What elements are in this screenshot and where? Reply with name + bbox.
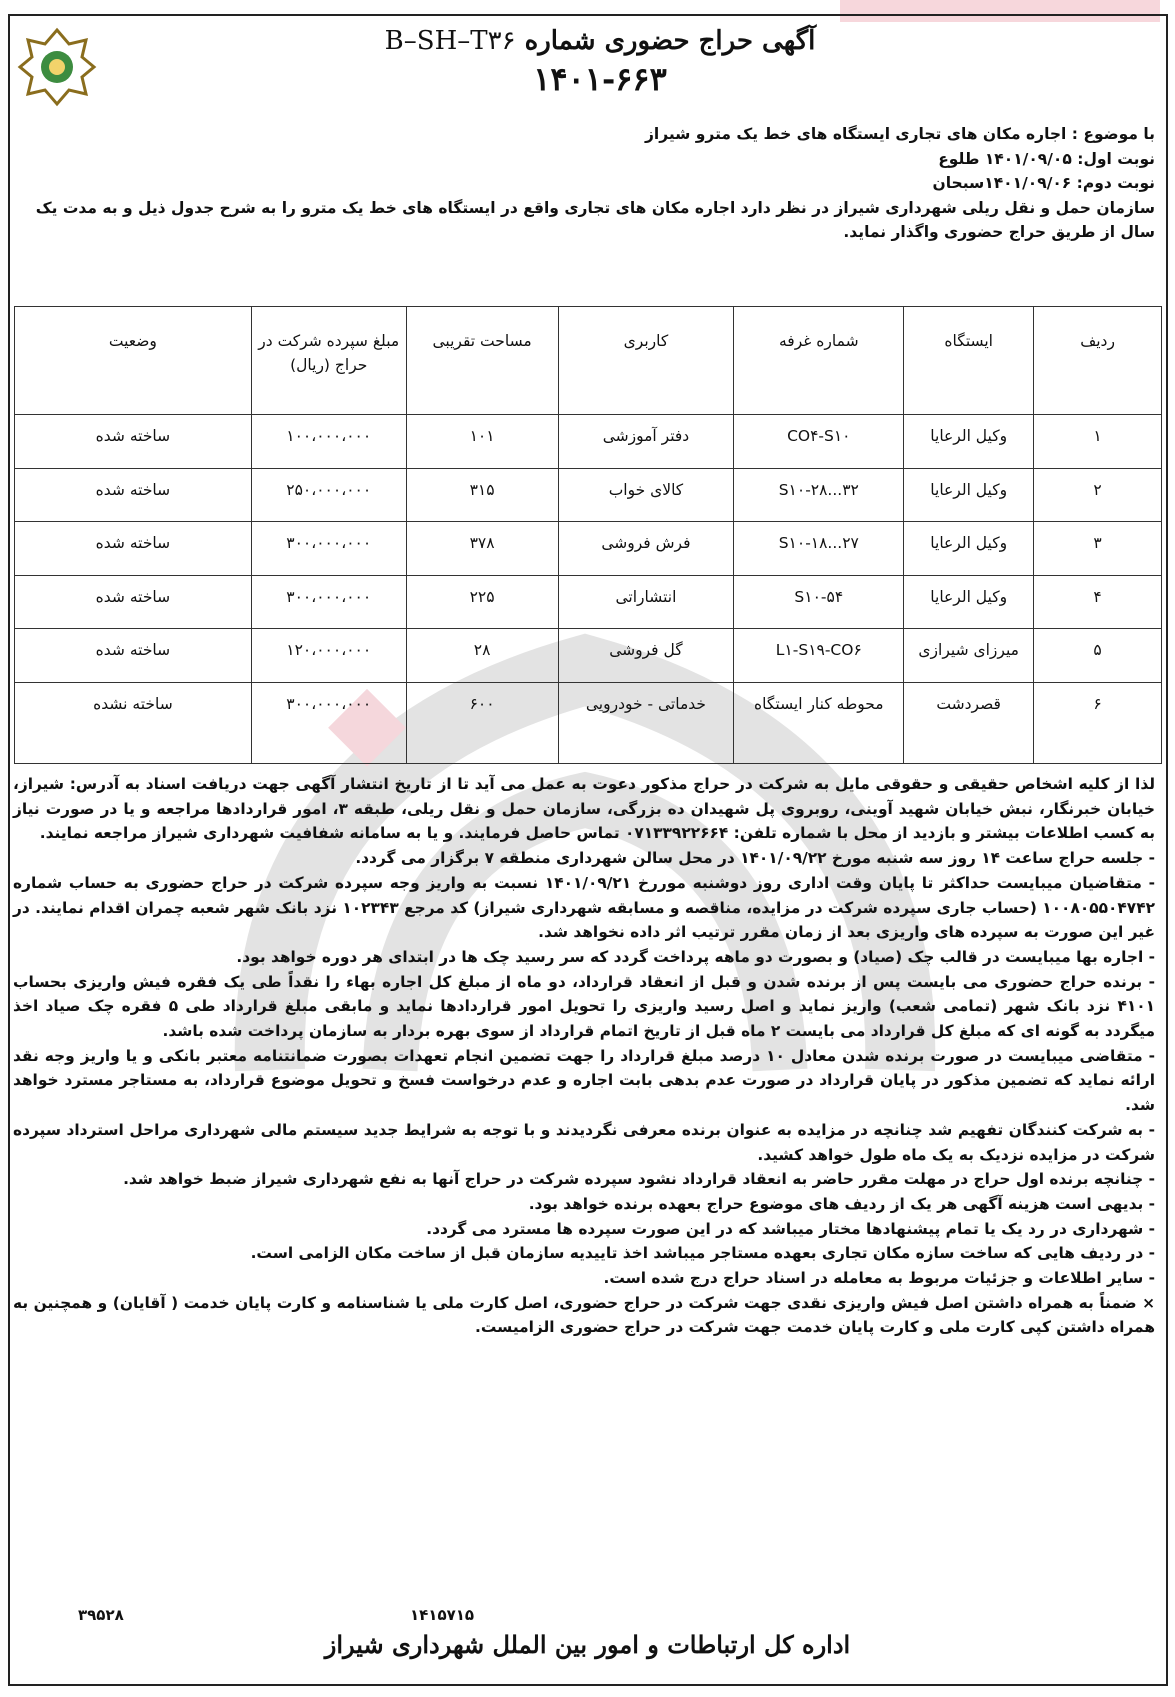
table-cell: انتشاراتی: [558, 575, 734, 629]
table-cell: قصردشت: [904, 682, 1034, 763]
intro-section: [15, 122, 1155, 245]
table-row: [15, 575, 1162, 629]
column-header: مساحت تقریبی: [406, 307, 558, 415]
table-row: [15, 522, 1162, 576]
condition-paragraph: لذا از کلیه اشخاص حقیقی و حقوقی مایل به شرکت در حراج مذکور دعوت به عمل می آید تا از تاریخ انتشار آگهی جهت دریافت اسناد به آدرس: شیراز، خیابان خبرنگار، نبش خیابان شهید آوینی، روبروی پل شهیدان ده بزرگی، سازمان حمل و نقل ریلی، طبقه ۳، امور قراردادها مراجعه و یا در صورت نیاز به کسب اطلاعات بیشتر و بازدید از محل با شماره تلفن: ۰۷۱۳۳۹۲۲۶۶۴ تماس حاصل فرمایند. و یا به سامانه شفافیت شهرداری شیراز مراجعه نمایند.: [13, 775, 1155, 843]
table-row: [15, 468, 1162, 522]
description-line: سازمان حمل و نقل ریلی شهرداری شیراز در نظر دارد اجاره مکان های تجاری واقع در ایستگاه های خط یک مترو را به شرح جدول ذیل و به مدت یک سال از طریق حراج حضوری واگذار نماید.: [35, 198, 1155, 241]
table-cell: S۱۰-۲۸...۳۲: [734, 468, 904, 522]
ad-number: ۱۴۰۱-۶۶۳: [533, 60, 667, 98]
column-header: وضعیت: [15, 307, 252, 415]
table-cell: ۱: [1034, 415, 1162, 469]
column-header: مبلغ سپرده شرکت در حراج (ریال): [251, 307, 406, 415]
ad-title-code: B–SH–T۳۶: [384, 26, 516, 56]
condition-paragraph: - در ردیف هایی که ساخت سازه مکان تجاری بعهده مستاجر میباشد اخذ تاییدیه سازمان قبل از ساخت مکان الزامی است.: [250, 1244, 1155, 1263]
table-cell: فرش فروشی: [558, 522, 734, 576]
condition-paragraph: × ضمناً به همراه داشتن اصل فیش واریزی نقدی جهت شرکت در حراج حضوری، اصل کارت ملی یا شناسنامه و کارت پایان خدمت ( آقایان) و همچنین به همراه داشتن کپی کارت ملی و کارت پایان خدمت جهت شرکت در حراج حضوری الزامیست.: [13, 1293, 1155, 1337]
table-cell: وکیل الرعایا: [904, 522, 1034, 576]
table-cell: ساخته شده: [15, 629, 252, 683]
table-cell: ساخته شده: [15, 415, 252, 469]
condition-paragraph: - بدیهی است هزینه آگهی هر یک از ردیف های موضوع حراج بعهده برنده خواهد بود.: [528, 1194, 1155, 1213]
condition-paragraph: - شهرداری در رد یک یا تمام پیشنهادها مختار میباشد که در این صورت سپرده ها مسترد می گردد.: [426, 1219, 1155, 1238]
footer-code-left: ۳۹۵۲۸: [78, 1606, 124, 1624]
table-cell: خدماتی - خودرویی: [558, 682, 734, 763]
table-cell: S۱۰-۱۸...۲۷: [734, 522, 904, 576]
table-cell: محوطه کنار ایستگاه: [734, 682, 904, 763]
subject-line: با موضوع : اجاره مکان های تجاری ایستگاه های خط یک مترو شیراز: [644, 125, 1155, 143]
condition-paragraph: - متقاضی میبایست در صورت برنده شدن معادل ۱۰ درصد مبلغ قرارداد را جهت تضمین انجام تعهدات بصورت ضمانتنامه معتبر بانکی و یا واریز وجه نقد ارائه نماید که تضمین مذکور در پایان قرارداد در صورت عدم بدهی بابت اجاره و عدم درخواست فسخ و تحویل موضوع قرارداد، به مستاجر مسترد خواهد شد.: [13, 1046, 1155, 1115]
table-cell: ۳۷۸: [406, 522, 558, 576]
table-cell: ۳: [1034, 522, 1162, 576]
table-cell: ۶: [1034, 682, 1162, 763]
second-publish-line: نوبت دوم: ۱۴۰۱/۰۹/۰۶سبحان: [932, 174, 1155, 192]
condition-paragraph: - سایر اطلاعات و جزئیات مربوط به معامله در اسناد حراج درج شده است.: [603, 1269, 1155, 1288]
condition-paragraph: - برنده حراج حضوری می بایست پس از برنده شدن و قبل از انعقاد قرارداد، دو ماه از مبلغ کل اجاره بهاء را نقداً طی یک فقره فیش واریزی بحساب ۴۱۰۱ نزد بانک شهر (تمامی شعب) واریز نماید و اصل رسید واریزی را تحویل امور قراردادها نماید و مابقی مبلغ قرارداد طی ۵ فقره چک صیاد اخذ میگردد به گونه ای که مبلغ کل قرارداد می بایست ۲ ماه قبل از تاریخ اتمام قرارداد از سوی بهره بردار به سازمان پرداخت شده باشد.: [13, 972, 1156, 1041]
column-header: شماره غرفه: [734, 307, 904, 415]
table-cell: ۴: [1034, 575, 1162, 629]
footer-code-center: ۱۴۱۵۷۱۵: [410, 1606, 475, 1624]
table-cell: ساخته نشده: [15, 682, 252, 763]
table-cell: میرزای شیرازی: [904, 629, 1034, 683]
table-cell: ساخته شده: [15, 575, 252, 629]
condition-paragraph: - به شرکت کنندگان تفهیم شد چنانچه در مزایده به عنوان برنده معرفی نگردیدند و با توجه به شرایط جدید سیستم مالی شهرداری مراحل استرداد سپرده شرکت در مزایده نزدیک به یک ماه طول خواهد کشید.: [13, 1120, 1155, 1164]
table-cell: ۳۰۰،۰۰۰،۰۰۰: [251, 682, 406, 763]
table-cell: S۱۰-۵۴: [734, 575, 904, 629]
issuing-office: اداره کل ارتباطات و امور بین الملل شهرداری شیراز: [324, 1630, 851, 1659]
table-row: [15, 415, 1162, 469]
table-row: [15, 629, 1162, 683]
table-cell: ۲۸: [406, 629, 558, 683]
condition-paragraph: - متقاضیان میبایست حداکثر تا پایان وقت اداری روز دوشنبه موررخ ۱۴۰۱/۰۹/۲۱ نسبت به واریز وجه سپرده شرکت در حراج حضوری به حساب شماره ۱۰۰۸۰۵۵۰۴۷۴۲ (حساب جاری سپرده شرکت در مزایده، مناقصه و مسابقه شهرداری شیراز) کد مرجع ۱۰۲۳۴۳ نزد بانک شهر شعبه چمران اقدام نمایند. در غیر این صورت به سپرده های واریزی بعد از زمان مقرر ترتیب اثر داده نخواهد شد.: [13, 873, 1155, 942]
conditions-section: [13, 772, 1155, 1340]
table-cell: ۳۱۵: [406, 468, 558, 522]
condition-paragraph: - چنانچه برنده اول حراج در مهلت مقرر حاضر به انعقاد قرارداد نشود سپرده شرکت در حراج آنها به نفع شهرداری شیراز ضبط خواهد شد.: [123, 1170, 1155, 1189]
column-header: ایستگاه: [904, 307, 1034, 415]
table-cell: دفتر آموزشی: [558, 415, 734, 469]
table-cell: گل فروشی: [558, 629, 734, 683]
column-header: ردیف: [1034, 307, 1162, 415]
table-cell: ۲۵۰،۰۰۰،۰۰۰: [251, 468, 406, 522]
stalls-table: [14, 306, 1162, 764]
first-publish-line: نوبت اول: ۱۴۰۱/۰۹/۰۵ طلوع: [938, 149, 1155, 168]
table-cell: ۵: [1034, 629, 1162, 683]
table-cell: ۲۲۵: [406, 575, 558, 629]
condition-paragraph: - اجاره بها میبایست در قالب چک (صیاد) و بصورت دو ماهه پرداخت گردد که سر رسید چک ها در ابتدای هر دوره خواهد بود.: [236, 947, 1155, 966]
table-cell: ۱۲۰،۰۰۰،۰۰۰: [251, 629, 406, 683]
table-cell: وکیل الرعایا: [904, 575, 1034, 629]
table-cell: ۱۰۰،۰۰۰،۰۰۰: [251, 415, 406, 469]
table-cell: وکیل الرعایا: [904, 415, 1034, 469]
table-cell: ۶۰۰: [406, 682, 558, 763]
ad-header: [300, 26, 900, 98]
table-cell: ساخته شده: [15, 522, 252, 576]
table-cell: ساخته شده: [15, 468, 252, 522]
column-header: کاربری: [558, 307, 734, 415]
ad-title-text: آگهی حراج حضوری شماره: [515, 26, 816, 56]
table-cell: CO۴-S۱۰: [734, 415, 904, 469]
table-cell: ۳۰۰،۰۰۰،۰۰۰: [251, 575, 406, 629]
ad-title: [300, 26, 900, 56]
table-header-row: [15, 307, 1162, 415]
table-cell: L۱-S۱۹-CO۶: [734, 629, 904, 683]
table-cell: ۳۰۰،۰۰۰،۰۰۰: [251, 522, 406, 576]
table-cell: ۲: [1034, 468, 1162, 522]
table-row: [15, 682, 1162, 763]
municipality-logo-icon: [14, 24, 100, 110]
table-cell: ۱۰۱: [406, 415, 558, 469]
table-cell: وکیل الرعایا: [904, 468, 1034, 522]
condition-paragraph: - جلسه حراج ساعت ۱۴ روز سه شنبه مورخ ۱۴۰۱/۰۹/۲۲ در محل سالن شهرداری منطقه ۷ برگزار می گردد.: [355, 849, 1155, 868]
table-cell: کالای خواب: [558, 468, 734, 522]
